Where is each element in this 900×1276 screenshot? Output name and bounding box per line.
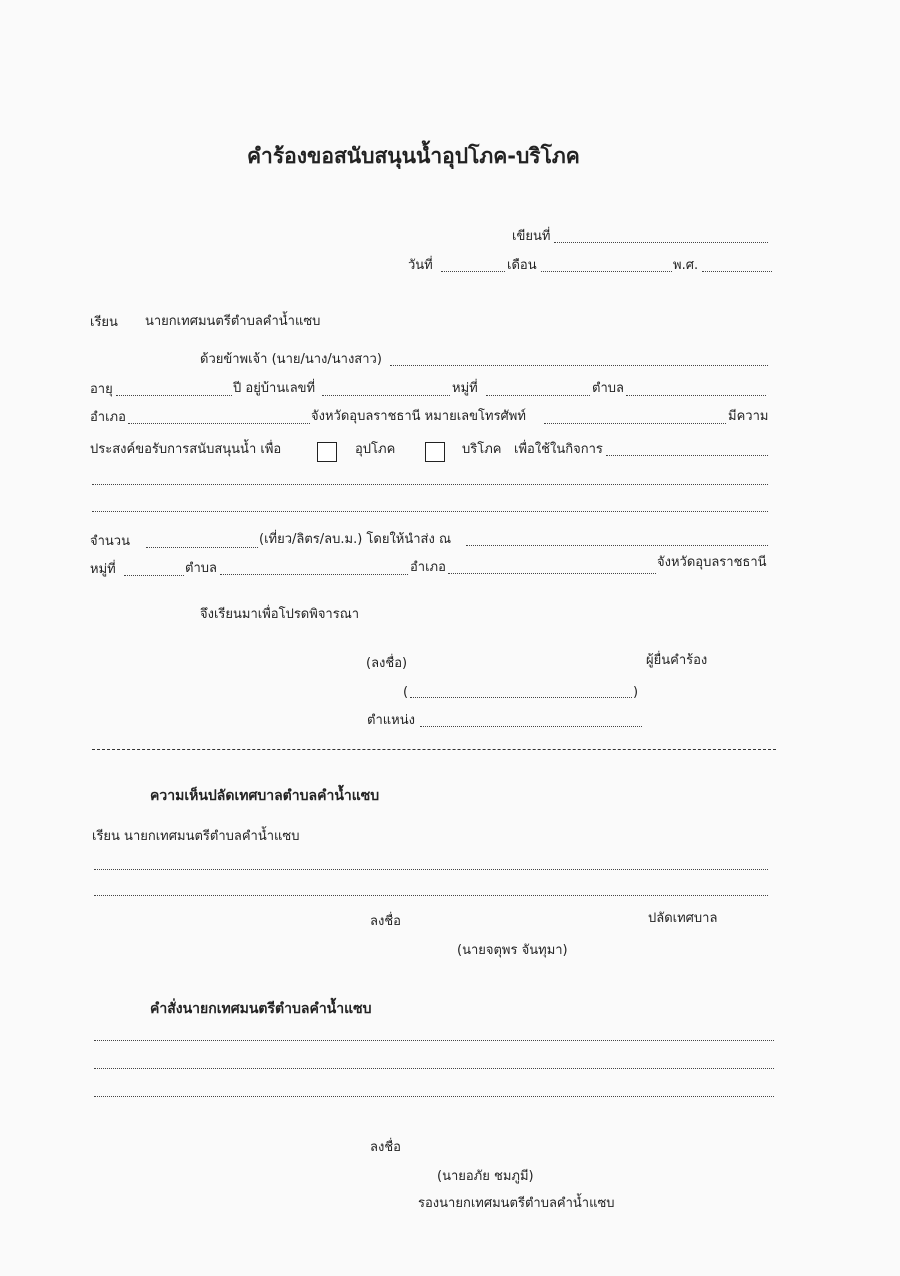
unit-label: (เที่ยว/ลิตร/ลบ.ม.) โดยให้นำส่ง ณ <box>259 532 452 547</box>
clerk-heading: ความเห็นปลัดเทศบาลตำบลคำน้ำแซบ <box>150 788 380 804</box>
mayor-sign-label: ลงชื่อ <box>370 1140 401 1155</box>
paren-close: ) <box>633 685 639 700</box>
drink-checkbox[interactable] <box>425 442 445 462</box>
purpose-prefix: ประสงค์ขอรับการสนับสนุนน้ำ เพื่อ <box>90 442 282 457</box>
drink-label: บริโภค <box>462 442 502 457</box>
month-label: เดือน <box>507 258 537 273</box>
date-label: วันที่ <box>408 258 433 273</box>
business-field[interactable] <box>606 455 768 456</box>
amphoe2-field[interactable] <box>448 573 656 574</box>
position-label: ตำแหน่ง <box>367 713 415 728</box>
tambon-label: ตำบล <box>592 381 624 396</box>
age-field[interactable] <box>116 395 232 396</box>
amphoe-field[interactable] <box>128 423 310 424</box>
age-label: อายุ <box>90 382 113 397</box>
purpose-suffix: เพื่อใช้ในกิจการ <box>514 442 603 457</box>
amphoe-label: อำเภอ <box>90 410 126 425</box>
house-no-label: ปี อยู่บ้านเลขที่ <box>233 381 316 396</box>
closing-text: จึงเรียนมาเพื่อโปรดพิจารณา <box>200 607 360 622</box>
position-field[interactable] <box>420 726 642 727</box>
consume-label: อุปโภค <box>355 442 396 457</box>
moo2-label: หมู่ที่ <box>90 562 116 577</box>
written-at-field[interactable] <box>554 242 768 243</box>
province2-label: จังหวัดอุบลราชธานี <box>657 555 767 570</box>
mayor-order-line-2[interactable] <box>94 1068 774 1069</box>
applicant-name-field[interactable] <box>390 365 768 366</box>
delivery-place-field[interactable] <box>466 545 768 546</box>
month-field[interactable] <box>541 271 672 272</box>
paren-open: ( <box>403 685 409 700</box>
moo-label: หมู่ที่ <box>452 381 478 396</box>
mayor-order-line-1[interactable] <box>94 1040 774 1041</box>
tambon2-label: ตำบล <box>185 561 217 576</box>
moo2-field[interactable] <box>124 575 184 576</box>
tambon2-field[interactable] <box>220 574 408 575</box>
applicant-role: ผู้ยื่นคำร้อง <box>646 653 708 668</box>
mayor-name: (นายอภัย ชมภูมี) <box>437 1169 534 1184</box>
clerk-title: ปลัดเทศบาล <box>648 911 718 926</box>
business-field-line-3[interactable] <box>92 511 768 512</box>
year-field[interactable] <box>702 271 772 272</box>
clerk-name: (นายจตุพร จันทุมา) <box>457 943 568 958</box>
business-field-line-2[interactable] <box>92 484 768 485</box>
mayor-title: รองนายกเทศมนตรีตำบลคำน้ำแซบ <box>418 1196 615 1211</box>
written-at-label: เขียนที่ <box>512 229 551 244</box>
clerk-opinion-line-1[interactable] <box>94 869 768 870</box>
province-phone-label: จังหวัดอุบลราชธานี หมายเลขโทรศัพท์ <box>311 409 526 424</box>
amount-field[interactable] <box>146 547 258 548</box>
section-divider <box>92 749 776 750</box>
year-label: พ.ศ. <box>673 258 699 273</box>
clerk-sign-label: ลงชื่อ <box>370 914 401 929</box>
amphoe2-label: อำเภอ <box>410 560 446 575</box>
form-title: คำร้องขอสนับสนุนน้ำอุปโภค-บริโภค <box>247 144 580 168</box>
applicant-printed-name-field[interactable] <box>410 697 632 698</box>
clerk-salutation: เรียน นายกเทศมนตรีตำบลคำน้ำแซบ <box>92 829 300 844</box>
salutation-to: นายกเทศมนตรีตำบลคำน้ำแซบ <box>145 314 321 329</box>
moo-field[interactable] <box>486 395 590 396</box>
phone-field[interactable] <box>544 423 726 424</box>
consume-checkbox[interactable] <box>317 442 337 462</box>
applicant-intro: ด้วยข้าพเจ้า (นาย/นาง/นางสาว) <box>200 352 382 367</box>
wish-label: มีความ <box>728 409 769 424</box>
clerk-opinion-line-2[interactable] <box>94 895 768 896</box>
mayor-heading: คำสั่งนายกเทศมนตรีตำบลคำน้ำแซบ <box>150 1001 372 1017</box>
house-no-field[interactable] <box>322 395 450 396</box>
salutation-label: เรียน <box>90 315 118 330</box>
amount-label: จำนวน <box>90 534 130 549</box>
mayor-order-line-3[interactable] <box>94 1096 774 1097</box>
date-field[interactable] <box>441 271 505 272</box>
applicant-sign-label: (ลงชื่อ) <box>366 656 408 671</box>
tambon-field[interactable] <box>626 395 766 396</box>
